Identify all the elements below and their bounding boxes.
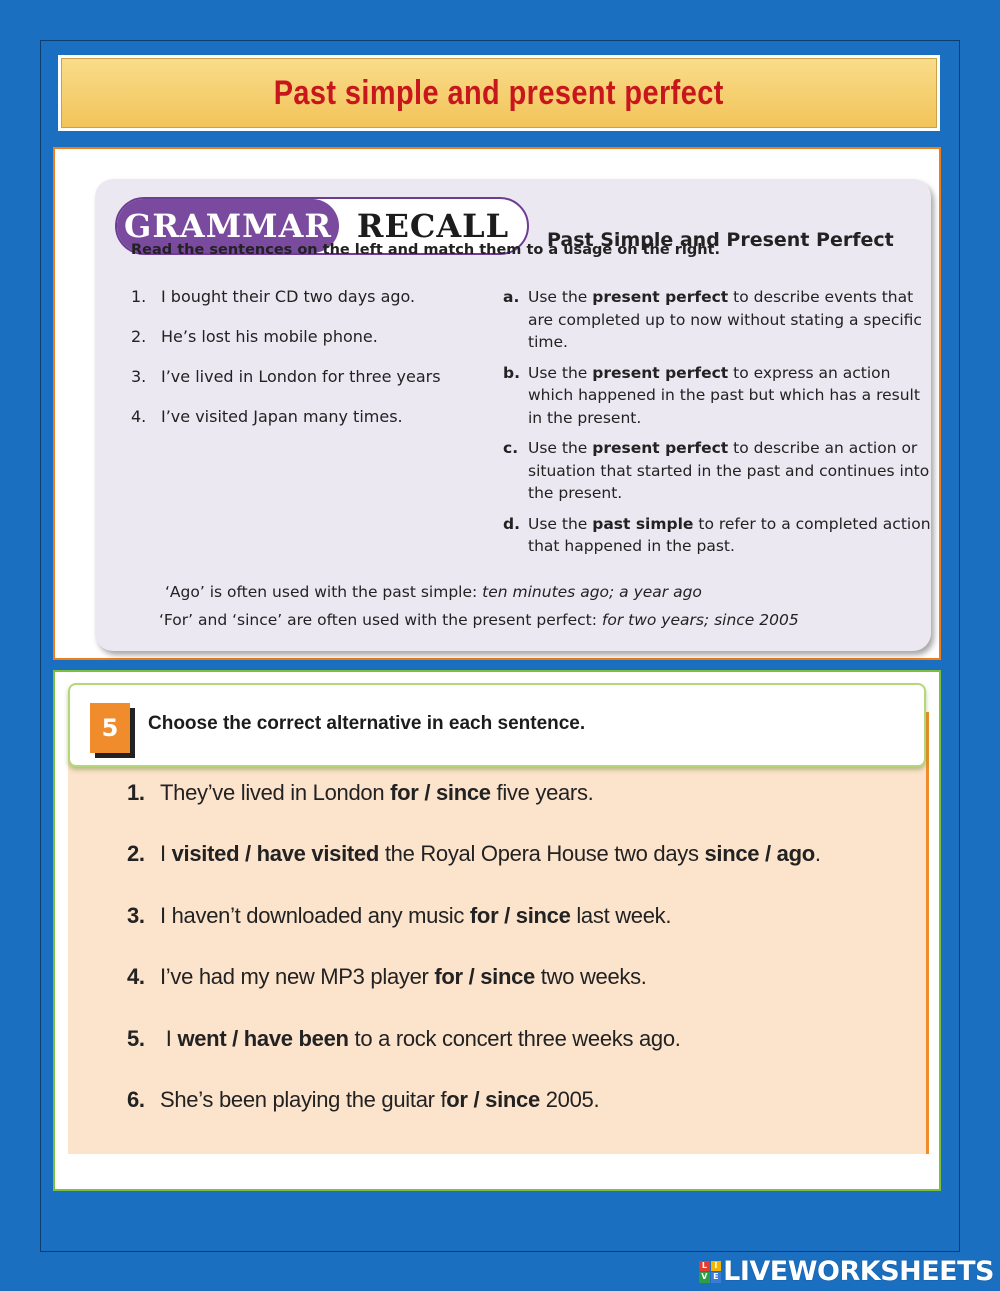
usage-letter: c. <box>503 439 519 457</box>
sentence-list <box>131 287 481 447</box>
alternative-choice[interactable]: visited / have visited <box>171 841 380 867</box>
alternative-choice[interactable]: for / since <box>390 780 491 805</box>
exercise-instruction: Choose the correct alternative in each sentence. <box>148 713 586 734</box>
note-ago-text: ‘Ago’ is often used with the past simple: <box>165 583 483 601</box>
badge-grammar: GRAMMAR <box>117 199 339 253</box>
note-for-since-example: for two years; since 2005 <box>601 611 799 629</box>
sentence-fragment: I <box>160 841 172 867</box>
usage-item <box>503 286 933 354</box>
usage-post: to describe an action or situation that started in the past and continues into the present. <box>528 439 930 502</box>
exercise-list <box>127 780 917 1148</box>
sentence-fragment: I <box>160 1025 178 1051</box>
exercise-item <box>127 1087 917 1148</box>
logo-icon <box>699 1261 721 1283</box>
usage-pre: Use the <box>528 363 593 382</box>
note-ago-example: ten minutes ago; a year ago <box>482 583 702 601</box>
logo-grid-cell: V <box>699 1272 710 1283</box>
note-for-since <box>159 611 799 629</box>
alternative-choice[interactable]: or / since <box>446 1086 540 1112</box>
exercise-panel <box>53 670 941 1191</box>
sentence-fragment: They’ve lived in London <box>160 780 391 805</box>
alternative-choice[interactable]: went / have been <box>177 1025 349 1051</box>
sentence-fragment: She’s been playing the guitar f <box>160 1086 447 1112</box>
exercise-item-text <box>160 841 821 867</box>
sentence-fragment: the Royal Opera House two days <box>379 841 705 867</box>
usage-pre: Use the <box>528 439 593 457</box>
usage-letter: a. <box>503 288 520 306</box>
sentence-fragment: 2005. <box>539 1086 600 1112</box>
usage-item <box>503 437 933 505</box>
title-banner <box>58 55 940 131</box>
exercise-item-number: 1. <box>127 780 145 805</box>
exercise-item <box>127 841 917 902</box>
sentence-fragment: five years. <box>490 780 594 805</box>
usage-post: to describe events that are completed up to now without stating a specific time. <box>528 288 922 351</box>
sentence-item <box>131 407 481 447</box>
note-for-since-text: ‘For’ and ‘since’ are often used with the present perfect: <box>159 611 602 629</box>
usage-text <box>528 362 933 430</box>
exercise-item-text <box>160 903 671 929</box>
usage-text <box>528 286 933 354</box>
exercise-item-text <box>160 964 647 990</box>
sentence-text: He’s lost his mobile phone. <box>161 327 378 346</box>
usage-text <box>528 437 933 505</box>
usage-keyword: present perfect <box>592 363 729 382</box>
exercise-number: 5 <box>90 703 130 753</box>
usage-text <box>528 513 933 558</box>
exercise-header <box>68 683 926 767</box>
sentence-text: I’ve lived in London for three years <box>161 367 441 386</box>
sentence-item <box>131 287 481 327</box>
usage-letter: d. <box>503 514 520 533</box>
sentence-fragment: I’ve had my new MP3 player <box>160 964 435 990</box>
logo-grid-cell: L <box>699 1261 710 1272</box>
logo-grid-cell: I <box>711 1261 722 1272</box>
sentence-item <box>131 327 481 367</box>
sentence-fragment: I haven’t downloaded any music <box>160 902 470 928</box>
alternative-choice[interactable]: for / since <box>434 964 535 990</box>
usage-item <box>503 513 933 558</box>
usage-keyword: present perfect <box>592 288 729 306</box>
exercise-item-text <box>160 1087 599 1113</box>
exercise-item-number: 4. <box>127 964 145 990</box>
recall-instruction: Read the sentences on the left and match them to a usage on the right. <box>131 242 720 258</box>
logo-grid-cell: E <box>711 1272 722 1283</box>
sentence-fragment: . <box>814 841 821 867</box>
usage-keyword: present perfect <box>592 439 729 457</box>
grammar-recall-panel <box>53 147 941 660</box>
exercise-item-number: 3. <box>127 902 145 928</box>
recall-heading: Past Simple and Present Perfect <box>547 229 894 251</box>
usage-keyword: past simple <box>592 514 694 533</box>
alternative-choice[interactable]: for / since <box>469 902 571 928</box>
exercise-item-number: 5. <box>127 1025 145 1051</box>
sentence-number: 4. <box>131 407 147 426</box>
sentence-number: 1. <box>131 287 147 306</box>
exercise-item-text <box>160 780 593 806</box>
sentence-text: I bought their CD two days ago. <box>161 287 416 306</box>
liveworksheets-logo <box>699 1256 994 1287</box>
sentence-item <box>131 367 481 407</box>
sentence-fragment: to a rock concert three weeks ago. <box>348 1025 681 1051</box>
usage-item <box>503 362 933 430</box>
exercise-item <box>127 964 917 1025</box>
usage-letter: b. <box>503 363 520 382</box>
usage-pre: Use the <box>528 514 593 533</box>
sentence-fragment: last week. <box>570 902 672 928</box>
badge-recall: RECALL <box>356 207 510 245</box>
exercise-item <box>127 1026 917 1087</box>
sentence-number: 2. <box>131 327 147 346</box>
note-ago <box>165 583 702 601</box>
usage-pre: Use the <box>528 288 593 306</box>
exercise-item <box>127 903 917 964</box>
alternative-choice[interactable]: since / ago <box>704 841 815 867</box>
sentence-text: I’ve visited Japan many times. <box>161 407 403 426</box>
exercise-item <box>127 780 917 841</box>
usage-post: to refer to a completed action that happened in the past. <box>528 514 931 555</box>
page-title: Past simple and present perfect <box>273 73 725 112</box>
sentence-fragment: two weeks. <box>534 964 647 990</box>
usage-list <box>503 286 933 566</box>
exercise-item-number: 6. <box>127 1086 145 1112</box>
logo-text: LIVEWORKSHEETS <box>723 1256 994 1287</box>
usage-post: to express an action which happened in the past but which has a result in the present. <box>528 363 920 427</box>
sentence-number: 3. <box>131 367 147 386</box>
exercise-item-number: 2. <box>127 841 145 867</box>
exercise-item-text <box>160 1026 681 1052</box>
